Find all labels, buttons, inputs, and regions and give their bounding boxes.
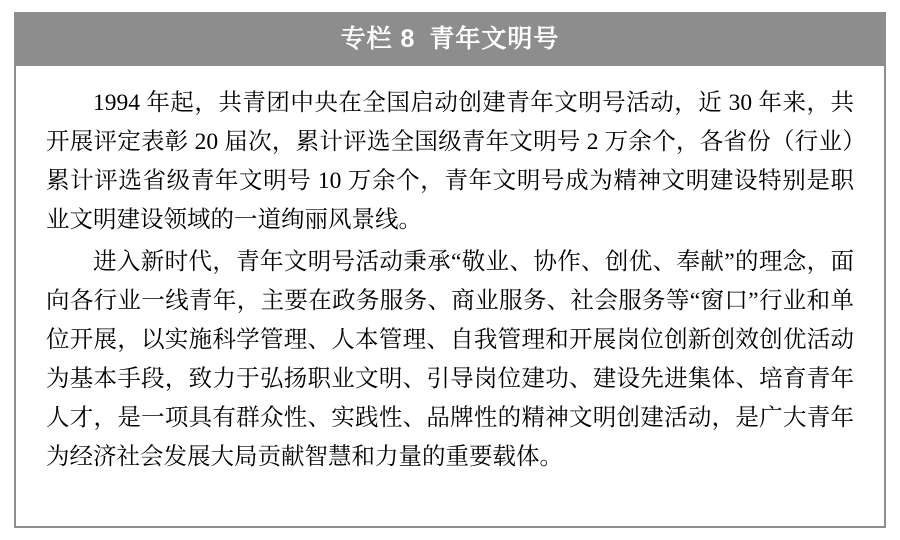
callout-box-heading: 青年文明号 [429, 25, 560, 53]
callout-box-title [16, 14, 884, 66]
callout-box-number: 专栏 8 [340, 25, 416, 53]
callout-box-body [16, 66, 884, 526]
body-paragraph: 进入新时代，青年文明号活动秉承“敬业、协作、创优、奉献”的理念，面向各行业一线青年，主要在政务服务、商业服务、社会服务等“窗口”行业和单位开展，以实施科学管理、人本管理、自我管理和开展岗位创新创效创优活动为基本手段，致力于弘扬职业文明、引导岗位建功、建设先进集体、培育青年人才，是一项具有群众性、实践性、品牌性的精神文明创建活动，是广大青年为经济社会发展大局贡献智慧和力量的重要载体。 [46, 249, 854, 470]
callout-box [14, 12, 886, 528]
body-paragraph: 1994 年起，共青团中央在全国启动创建青年文明号活动，近 30 年来，共开展评定表彰 20 届次，累计评选全国级青年文明号 2 万余个，各省份（行业）累计评选省级青年文明号 10 万余个，青年文明号成为精神文明建设特别是职业文明建设领域的一道绚丽风景线。 [46, 90, 854, 233]
